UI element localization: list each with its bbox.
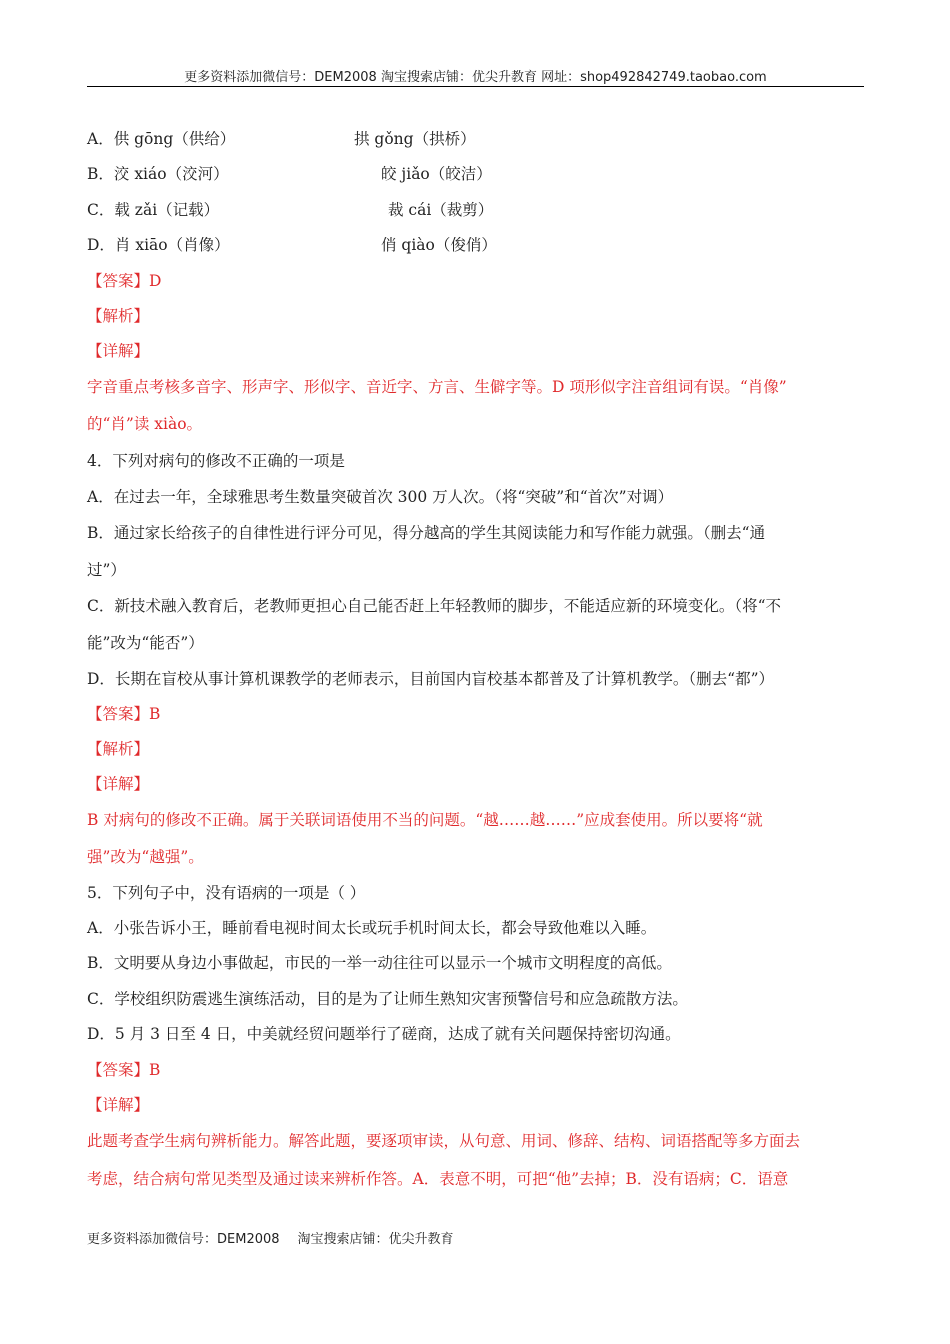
- q3-option-b: [87, 163, 492, 185]
- option-right: 俏 qiào（俊俏）: [381, 236, 497, 254]
- q3-explain-line2: 的“肖”读 xiào。: [87, 415, 203, 433]
- q4-explain-line2: 强”改为“越强”。: [87, 848, 204, 866]
- q5-option-c: C．学校组织防震逃生演练活动，目的是为了让师生熟知灾害预警信号和应急疏散方法。: [87, 990, 688, 1008]
- q3-analysis: 【解析】: [87, 307, 150, 325]
- page-footer: [87, 1228, 454, 1247]
- option-left: D．肖 xiāo（肖像）: [87, 236, 230, 254]
- q4-option-c-line2: 能”改为“能否”）: [87, 634, 204, 652]
- option-right: 拱 gǒng（拱桥）: [354, 130, 476, 148]
- q3-option-d: [87, 234, 497, 256]
- q3-option-c: [87, 199, 494, 221]
- q4-option-b-line2: 过”）: [87, 561, 126, 579]
- q5-stem: 5．下列句子中，没有语病的一项是（ ）: [87, 884, 366, 902]
- header-divider: [87, 86, 864, 87]
- q5-option-d: D．5 月 3 日至 4 日，中美就经贸问题举行了磋商，达成了就有关问题保持密切沟通。: [87, 1025, 681, 1043]
- q4-option-c-line1: C．新技术融入教育后，老教师更担心自己能否赶上年轻教师的脚步，不能适应新的环境变化。（将“不: [87, 597, 782, 615]
- q5-option-a: A．小张告诉小王，睡前看电视时间太长或玩手机时间太长，都会导致他难以入睡。: [87, 919, 657, 937]
- q5-detail: 【详解】: [87, 1096, 150, 1114]
- q4-detail: 【详解】: [87, 775, 150, 793]
- q3-answer: 【答案】D: [87, 272, 162, 290]
- q4-answer: 【答案】B: [87, 705, 161, 723]
- option-right: 裁 cái（裁剪）: [388, 201, 494, 219]
- q4-option-d: D．长期在盲校从事计算机课教学的老师表示，目前国内盲校基本都普及了计算机教学。（删去“都”）: [87, 670, 775, 688]
- q3-option-a: [87, 128, 476, 150]
- footer-wechat: 更多资料添加微信号：DEM2008: [87, 1232, 280, 1247]
- q5-explain-line2: 考虑，结合病句常见类型及通过读来辨析作答。A．表意不明，可把“他”去掉；B．没有语病；C．语意: [87, 1170, 789, 1188]
- q4-explain-line1: B 对病句的修改不正确。属于关联词语使用不当的问题。“越……越……”应成套使用。所以要将“就: [87, 811, 763, 829]
- q3-explain-line1: 字音重点考核多音字、形声字、形似字、音近字、方言、生僻字等。D 项形似字注音组词有误。“肖像”: [87, 378, 787, 396]
- option-left: A．供 gōng（供给）: [87, 130, 236, 148]
- option-left: C．载 zǎi（记载）: [87, 201, 220, 219]
- q4-option-a: A．在过去一年，全球雅思考生数量突破首次 300 万人次。（将“突破”和“首次”对调）: [87, 488, 674, 506]
- q4-analysis: 【解析】: [87, 740, 150, 758]
- q4-option-b-line1: B．通过家长给孩子的自律性进行评分可见，得分越高的学生其阅读能力和写作能力就强。（删去“通: [87, 524, 766, 542]
- q5-explain-line1: 此题考查学生病句辨析能力。解答此题，要逐项审读，从句意、用词、修辞、结构、词语搭配等多方面去: [87, 1132, 801, 1150]
- footer-shop: 淘宝搜索店铺：优尖升教育: [297, 1232, 454, 1247]
- option-right: 皎 jiǎo（皎洁）: [381, 165, 492, 183]
- q5-answer: 【答案】B: [87, 1061, 161, 1079]
- q5-option-b: B．文明要从身边小事做起，市民的一举一动往往可以显示一个城市文明程度的高低。: [87, 954, 672, 972]
- option-left: B．洨 xiáo（洨河）: [87, 165, 229, 183]
- q3-detail: 【详解】: [87, 342, 150, 360]
- page-header: 更多资料添加微信号：DEM2008 淘宝搜索店铺：优尖升教育 网址：shop492842749.taobao.com: [184, 70, 767, 85]
- q4-stem: 4．下列对病句的修改不正确的一项是: [87, 452, 345, 470]
